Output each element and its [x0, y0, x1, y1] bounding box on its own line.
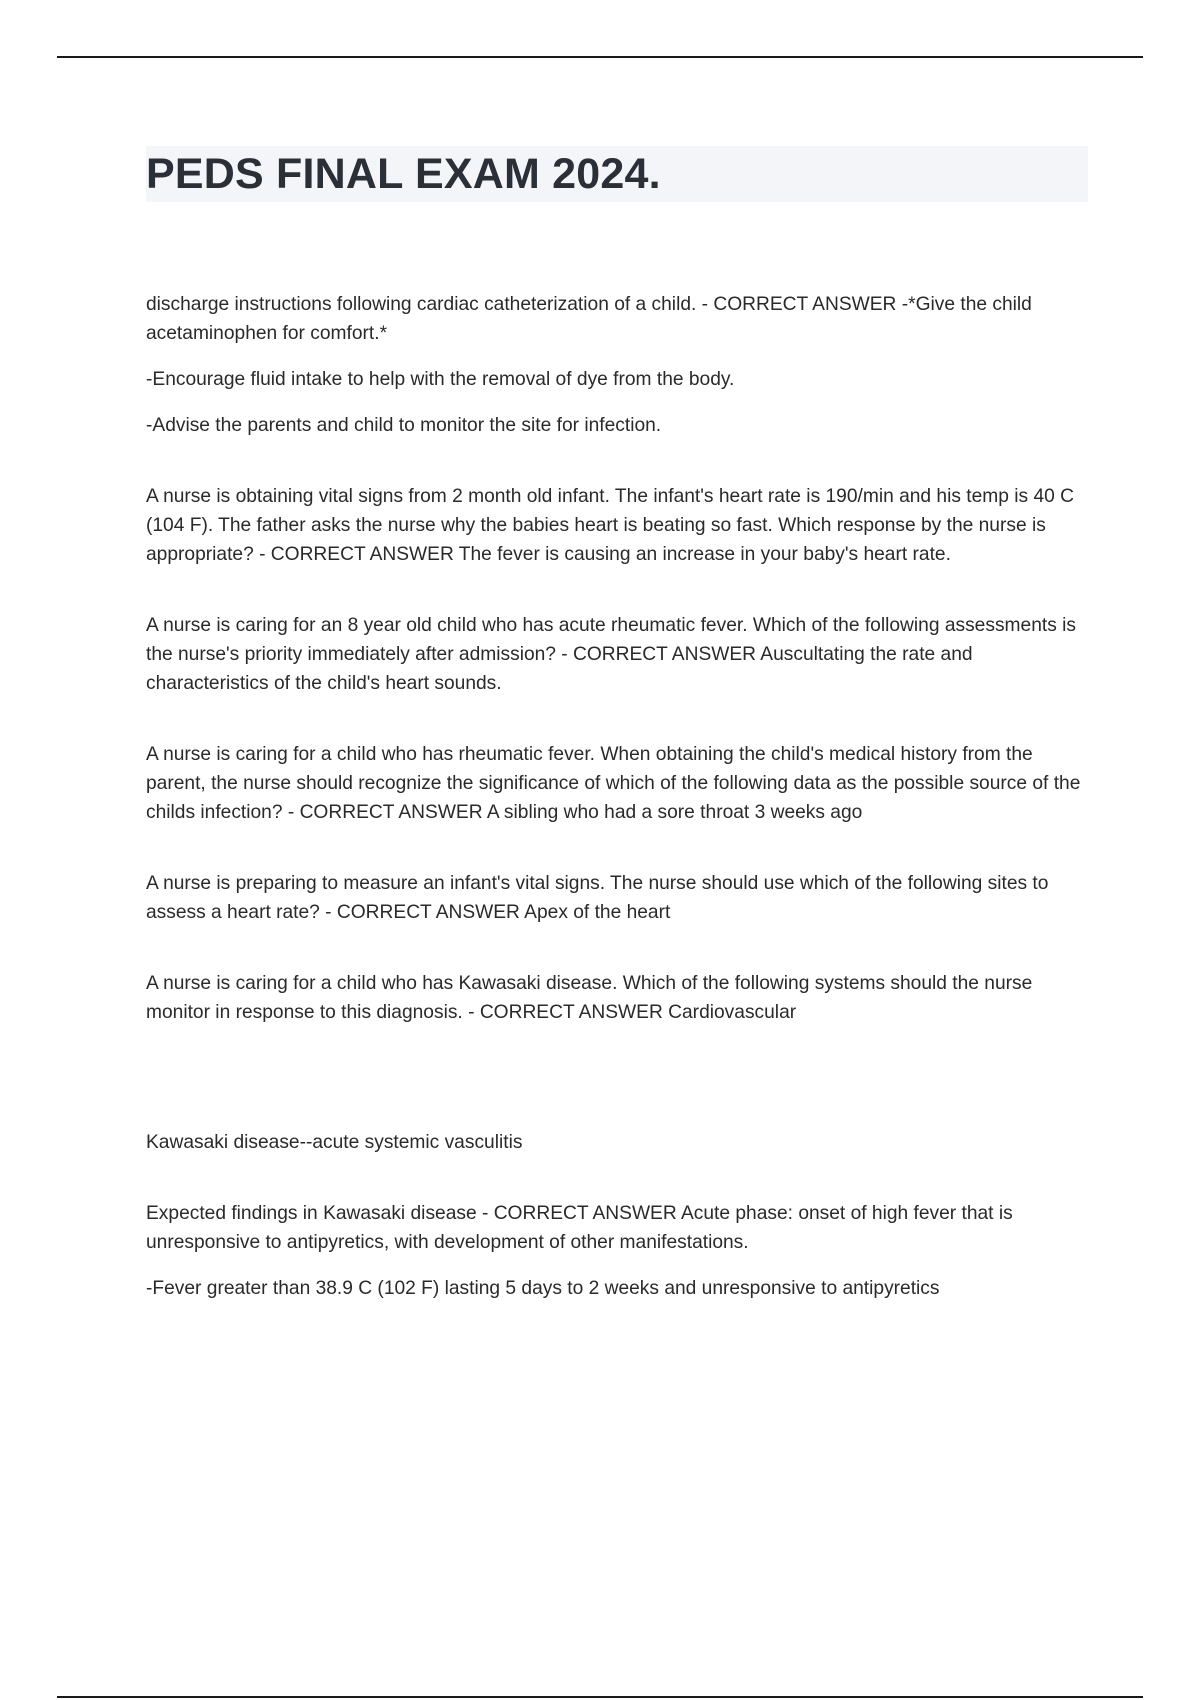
qa-item-7-extra-1: -Fever greater than 38.9 C (102 F) lasting 5 days to 2 weeks and unresponsive to antipyretics: [146, 1278, 940, 1299]
qa-item-6: A nurse is caring for a child who has Kawasaki disease. Which of the following systems should the nurse monitor in response to this diagnosis. - CORRECT ANSWER Cardiovascular: [146, 973, 1033, 1023]
qa-item-3: A nurse is caring for an 8 year old child who has acute rheumatic fever. Which of the following assessments is the nurse's priority immediately after admission? - CORRECT ANSWER Auscultating the rate and characteristics of the child's heart sounds.: [146, 615, 1076, 694]
qa-item-1-question: discharge instructions following cardiac catheterization of a child. - CORRECT ANSWER -*Give the child acetaminophen for comfort.*: [146, 294, 1032, 344]
qa-item-1-extra-2: -Advise the parents and child to monitor the site for infection.: [146, 415, 662, 436]
qa-item-5: A nurse is preparing to measure an infant's vital signs. The nurse should use which of the following sites to assess a heart rate? - CORRECT ANSWER Apex of the heart: [146, 873, 1049, 923]
page-title: PEDS FINAL EXAM 2024.: [146, 150, 661, 198]
qa-item-7-question: Expected findings in Kawasaki disease - CORRECT ANSWER Acute phase: onset of high fever that is unresponsive to antipyretics, with development of other manifestations.: [146, 1203, 1013, 1253]
qa-item-2: A nurse is obtaining vital signs from 2 month old infant. The infant's heart rate is 190/min and his temp is 40 C (104 F). The father asks the nurse why the babies heart is beating so fast. Which response by the nurse is appropriate? - CORRECT ANSWER The fever is causing an increase in your baby's heart rate.: [146, 486, 1074, 565]
top-rule: [57, 56, 1143, 58]
note-kawasaki: Kawasaki disease--acute systemic vasculitis: [146, 1132, 523, 1153]
qa-item-4: A nurse is caring for a child who has rheumatic fever. When obtaining the child's medical history from the parent, the nurse should recognize the significance of which of the following data as the possible source of the childs infection? - CORRECT ANSWER A sibling who had a sore throat 3 weeks ago: [146, 744, 1081, 823]
document-body: [146, 290, 1088, 1320]
bottom-rule: [57, 1696, 1143, 1698]
qa-item-1-extra-1: -Encourage fluid intake to help with the removal of dye from the body.: [146, 369, 735, 390]
